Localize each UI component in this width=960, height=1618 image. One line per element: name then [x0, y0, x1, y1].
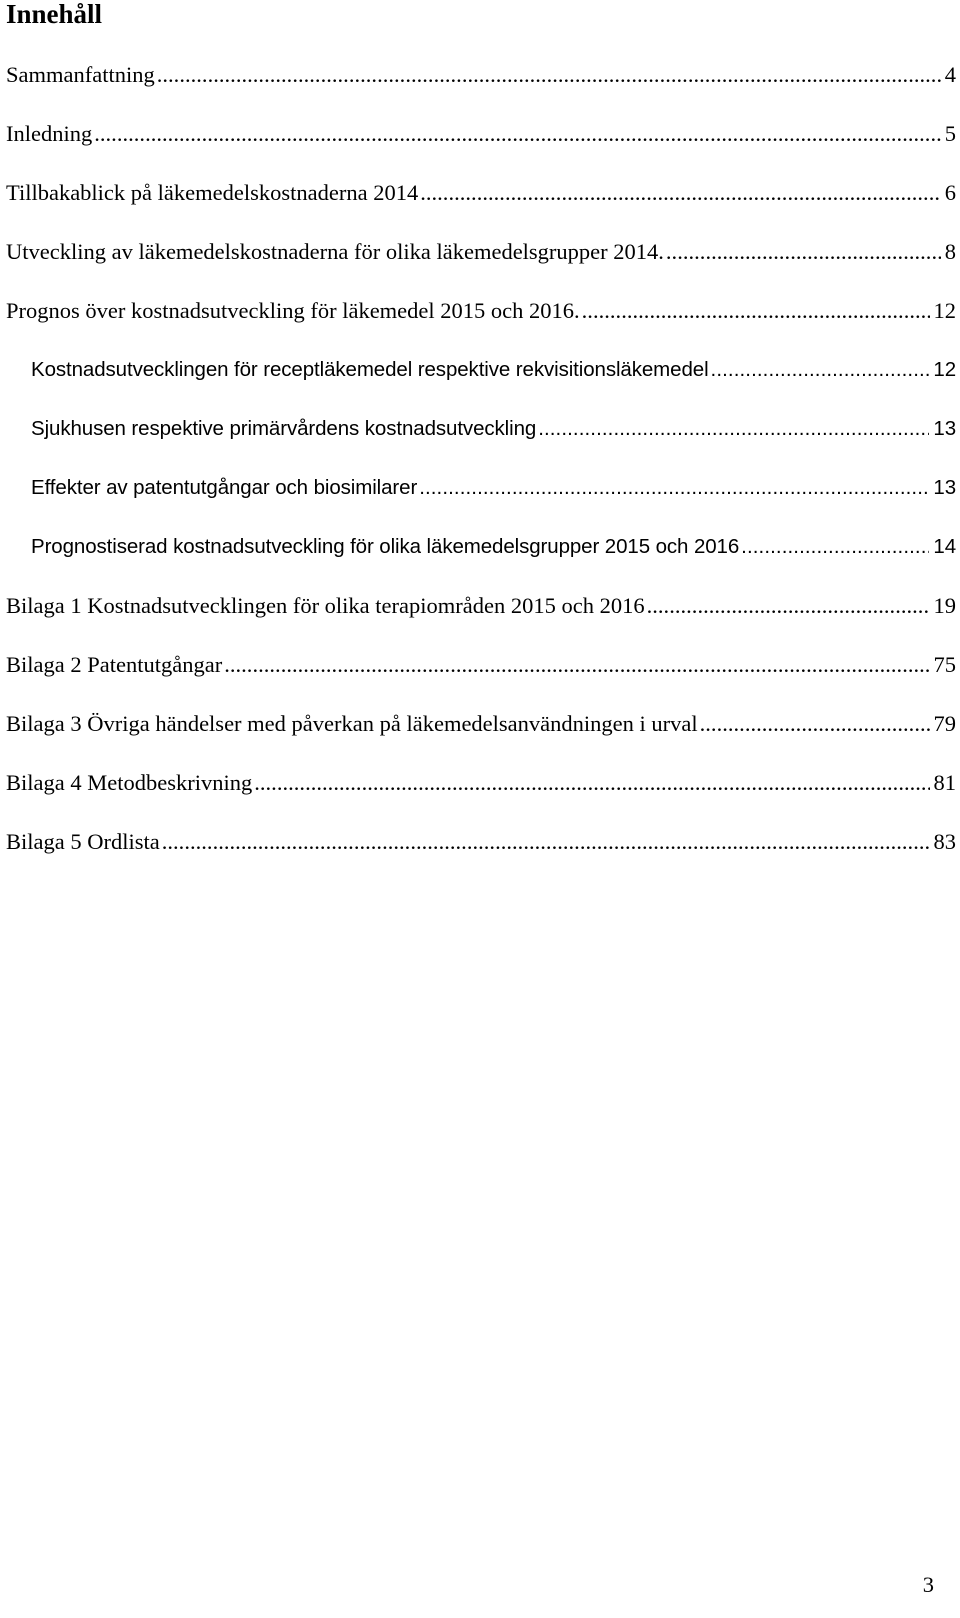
dot-leader: [157, 60, 941, 90]
toc-entry-page: 81: [933, 770, 956, 795]
dot-leader: [254, 768, 929, 798]
toc-entry-label: Bilaga 5 Ordlista: [6, 829, 160, 854]
toc-entry-prognostiserad[interactable]: [31, 532, 956, 562]
toc-entry-bilaga-5[interactable]: [6, 827, 956, 857]
toc-entry-page: 12: [933, 298, 956, 323]
toc-entry-tillbakablick[interactable]: [6, 178, 956, 208]
toc-entry-label: Prognostiserad kostnadsutveckling för olika läkemedelsgrupper 2015 och 2016: [31, 535, 740, 558]
toc-entry-bilaga-3[interactable]: [6, 709, 956, 739]
toc-entry-sammanfattning[interactable]: [6, 60, 956, 90]
dot-leader: [94, 119, 941, 149]
toc-entry-label: Bilaga 1 Kostnadsutvecklingen för olika terapiområden 2015 och 2016: [6, 593, 645, 618]
toc-entry-label: Bilaga 4 Metodbeskrivning: [6, 770, 253, 795]
dot-leader: [666, 237, 941, 267]
toc-entry-label: Sjukhusen respektive primärvårdens kostnadsutveckling: [31, 417, 537, 440]
toc-entry-label: Bilaga 2 Patentutgångar: [6, 652, 223, 677]
toc-entry-kostnadsutvecklingen-recept[interactable]: [31, 355, 956, 385]
toc-entry-label: Bilaga 3 Övriga händelser med påverkan på läkemedelsanvändningen i urval: [6, 711, 698, 736]
dot-leader: [647, 591, 930, 621]
toc-entry-page: 83: [933, 829, 956, 854]
dot-leader: [711, 355, 930, 385]
toc-entry-bilaga-2[interactable]: [6, 650, 956, 680]
toc-entry-page: 4: [944, 62, 956, 87]
toc-entry-prognos[interactable]: [6, 296, 956, 326]
toc-entry-page: 75: [933, 652, 956, 677]
page-title: Innehåll: [6, 0, 103, 29]
toc-entry-label: Kostnadsutvecklingen för receptläkemedel respektive rekvisitionsläkemedel: [31, 358, 709, 381]
toc-entry-bilaga-1[interactable]: [6, 591, 956, 621]
dot-leader: [420, 178, 941, 208]
toc-entry-page: 13: [933, 417, 956, 440]
toc-entry-page: 13: [933, 476, 956, 499]
dot-leader: [700, 709, 930, 739]
dot-leader: [582, 296, 930, 326]
toc-entry-bilaga-4[interactable]: [6, 768, 956, 798]
toc-entry-label: Tillbakablick på läkemedelskostnaderna 2014: [6, 180, 419, 205]
dot-leader: [741, 532, 929, 562]
toc-entry-label: Prognos över kostnadsutveckling för läkemedel 2015 och 2016.: [6, 298, 580, 323]
dot-leader: [419, 473, 929, 503]
toc-entry-effekter[interactable]: [31, 473, 956, 503]
toc-entry-inledning[interactable]: [6, 119, 956, 149]
toc-entry-page: 8: [944, 239, 956, 264]
dot-leader: [162, 827, 930, 857]
toc-entry-page: 5: [944, 121, 956, 146]
page-number: 3: [922, 1572, 934, 1597]
dot-leader: [224, 650, 929, 680]
toc-entry-label: Utveckling av läkemedelskostnaderna för olika läkemedelsgrupper 2014.: [6, 239, 664, 264]
toc-entry-page: 14: [933, 535, 956, 558]
toc-entry-label: Sammanfattning: [6, 62, 155, 87]
toc-entry-label: Inledning: [6, 121, 93, 146]
toc-entry-page: 12: [933, 358, 956, 381]
toc-entry-label: Effekter av patentutgångar och biosimilarer: [31, 476, 418, 499]
toc-entry-page: 19: [933, 593, 956, 618]
toc-entry-utveckling[interactable]: [6, 237, 956, 267]
toc-entry-sjukhusen[interactable]: [31, 414, 956, 444]
toc-entry-page: 6: [944, 180, 956, 205]
toc-entry-page: 79: [933, 711, 956, 736]
dot-leader: [538, 414, 929, 444]
